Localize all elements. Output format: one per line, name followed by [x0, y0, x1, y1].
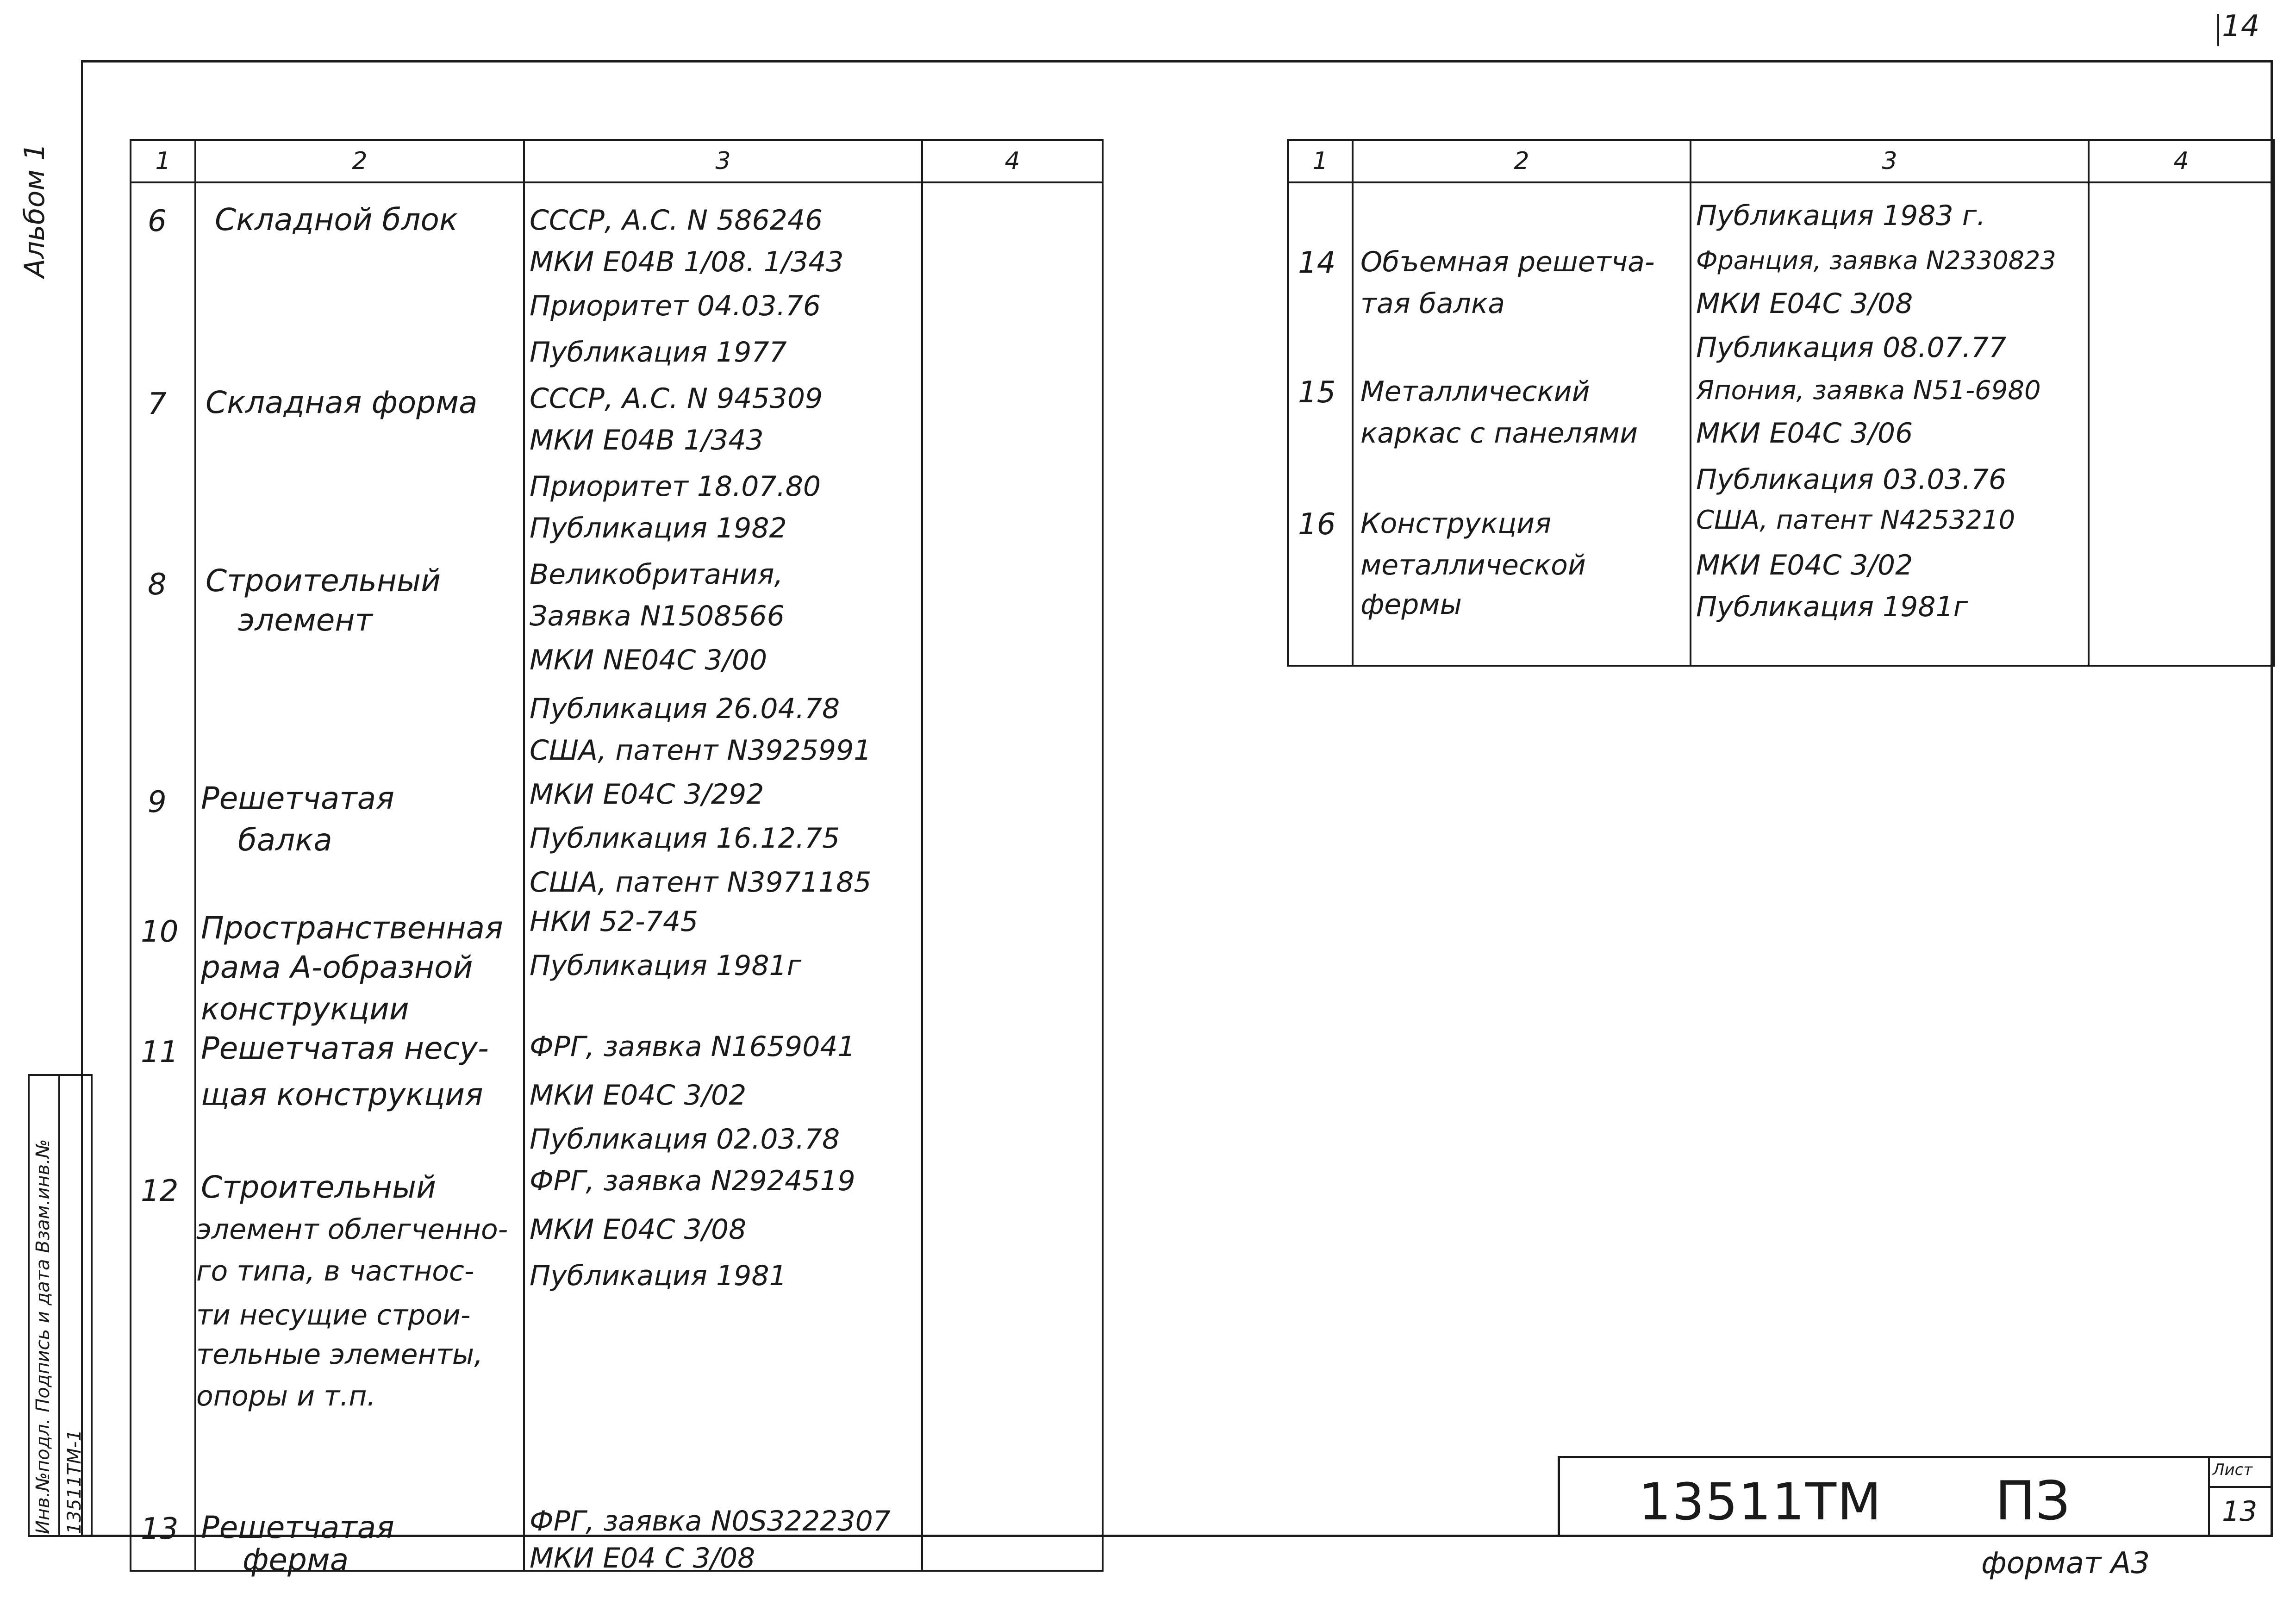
side-stamp-divider	[58, 1076, 60, 1535]
item-name: элемент	[238, 602, 373, 638]
source-line: Заявка N1508566	[530, 600, 785, 632]
source-line: США, патент N3971185	[530, 866, 872, 899]
col-4-header: 4	[922, 140, 1103, 182]
source-line: ФРГ, заявка N2924519	[530, 1165, 855, 1197]
source-line: МКИ Е04В 1/343	[530, 424, 764, 456]
source-line: США, патент N4253210	[1696, 505, 2015, 535]
item-name: тая балка	[1360, 287, 1505, 320]
col-4-header: 4	[2089, 140, 2274, 182]
right-col-source	[1691, 182, 2089, 666]
item-name: Решетчатая	[201, 1510, 394, 1545]
source-line: Публикация 1981	[530, 1260, 787, 1292]
row-num: 13	[141, 1512, 179, 1546]
source-line: Великобритания,	[530, 558, 783, 591]
item-name: каркас с панелями	[1360, 417, 1638, 450]
source-line: Публикация 1982	[530, 512, 787, 544]
col-2-header: 2	[1353, 140, 1691, 182]
item-name: ферма	[243, 1542, 349, 1578]
source-line: ФРГ, заявка N0S3222307	[530, 1505, 891, 1537]
source-line: Публикация 1977	[530, 336, 787, 369]
item-name: балка	[238, 822, 332, 858]
item-name: щая конструкция	[201, 1077, 483, 1112]
row-num: 7	[148, 387, 167, 421]
item-name: Строительный	[201, 1169, 436, 1205]
item-name: Решетчатая	[201, 781, 394, 816]
source-line: МКИ Е04В 1/08. 1/343	[530, 246, 844, 278]
col-3-header: 3	[524, 140, 922, 182]
source-line: Публикация 08.07.77	[1696, 331, 2007, 364]
left-body	[131, 182, 1103, 1571]
item-name: Конструкция	[1360, 507, 1552, 540]
item-name: Решетчатая несу-	[201, 1031, 489, 1066]
source-line: МКИ Е04С 3/02	[530, 1079, 747, 1112]
doc-code: 13511ТМ	[1639, 1472, 1883, 1531]
source-line: СССР, А.С. N 945309	[530, 382, 823, 415]
item-name: Строительный	[206, 563, 441, 599]
source-line: Приоритет 18.07.80	[530, 470, 821, 503]
source-line: ФРГ, заявка N1659041	[530, 1031, 855, 1063]
left-col-source	[524, 182, 922, 1574]
row-num: 12	[141, 1174, 179, 1208]
source-line: МКИ Е04С 3/08	[1696, 287, 1913, 320]
item-name: фермы	[1360, 588, 1462, 621]
col-1-header: 1	[131, 140, 195, 182]
item-name: металлической	[1360, 549, 1586, 581]
source-line: Франция, заявка N2330823	[1696, 246, 2056, 275]
row-num: 6	[148, 204, 167, 238]
left-spec-table	[130, 139, 1104, 1578]
col-3-header: 3	[1691, 140, 2089, 182]
source-line: Япония, заявка N51-6980	[1696, 375, 2041, 406]
source-line: МКИ Е04С 3/08	[530, 1213, 747, 1246]
col-1-header: 1	[1288, 140, 1353, 182]
source-line: Публикация 1983 г.	[1696, 200, 1986, 232]
sheet-divider	[2208, 1458, 2210, 1537]
source-line: МКИ Е04С 3/02	[1696, 549, 1913, 581]
row-num: 15	[1298, 375, 1336, 410]
title-block	[1558, 1456, 2271, 1535]
format-label: формат А3	[1981, 1546, 2150, 1580]
source-line: МКИ Е04С 3/292	[530, 778, 764, 811]
source-line: Публикация 03.03.76	[1696, 463, 2007, 496]
sheet-label-divider	[2208, 1486, 2273, 1488]
source-line: МКИ Е04 С 3/08	[530, 1542, 755, 1574]
right-col-notes	[2089, 182, 2274, 666]
item-name: ти несущие строи-	[196, 1299, 471, 1331]
row-num: 14	[1298, 246, 1336, 280]
left-header-row	[131, 140, 1103, 182]
right-body	[1288, 182, 2274, 666]
right-header-row	[1288, 140, 2274, 182]
row-num: 8	[148, 568, 167, 602]
source-line: НКИ 52-745	[530, 906, 699, 938]
sheet-number: 13	[2222, 1495, 2258, 1528]
side-stamp	[28, 1074, 93, 1537]
side-inv-number: 13511ТМ-1	[64, 1429, 85, 1534]
right-col-name	[1353, 182, 1691, 666]
album-label: Альбом 1	[19, 143, 51, 278]
item-name: Металлический	[1360, 375, 1590, 408]
source-line: Публикация 26.04.78	[530, 693, 840, 725]
item-name: опоры и т.п.	[196, 1380, 376, 1412]
source-line: Приоритет 04.03.76	[530, 290, 821, 322]
row-num: 10	[141, 915, 179, 949]
item-name: тельные элементы,	[196, 1338, 483, 1371]
source-line: США, патент N3925991	[530, 734, 872, 767]
side-stamp-labels: Инв.№подл. Подпись и дата Взам.инв.№	[32, 1139, 54, 1534]
item-name: Пространственная	[201, 910, 503, 946]
source-line: МКИ Е04С 3/06	[1696, 417, 1913, 450]
item-name: Объемная решетча-	[1360, 246, 1655, 278]
item-name: рама А-образной	[201, 949, 473, 985]
left-col-name	[195, 182, 524, 1578]
row-num: 11	[141, 1035, 179, 1069]
item-name: элемент облегченно-	[196, 1213, 508, 1246]
right-spec-table	[1287, 139, 2275, 667]
source-line: Публикация 02.03.78	[530, 1123, 840, 1156]
section-code: ПЗ	[1995, 1470, 2070, 1532]
row-num: 16	[1298, 507, 1336, 542]
row-num: 9	[148, 785, 167, 819]
page-number: 14	[2222, 9, 2260, 44]
item-name: Складной блок	[215, 202, 458, 237]
source-line: СССР, А.С. N 586246	[530, 204, 823, 237]
source-line: МКИ NЕ04С 3/00	[530, 644, 767, 676]
right-col-num	[1288, 182, 1353, 666]
item-name: конструкции	[201, 991, 409, 1027]
source-line: Публикация 1981г	[1696, 591, 1968, 623]
page-number-mark	[2217, 14, 2219, 46]
sheet-label: Лист	[2213, 1461, 2253, 1479]
source-line: Публикация 1981г	[530, 949, 802, 982]
left-col-num	[131, 182, 195, 1571]
col-2-header: 2	[195, 140, 524, 182]
item-name: го типа, в частнос-	[196, 1255, 474, 1287]
item-name: Складная форма	[206, 385, 478, 420]
left-col-notes	[922, 182, 1103, 1571]
source-line: Публикация 16.12.75	[530, 822, 840, 855]
